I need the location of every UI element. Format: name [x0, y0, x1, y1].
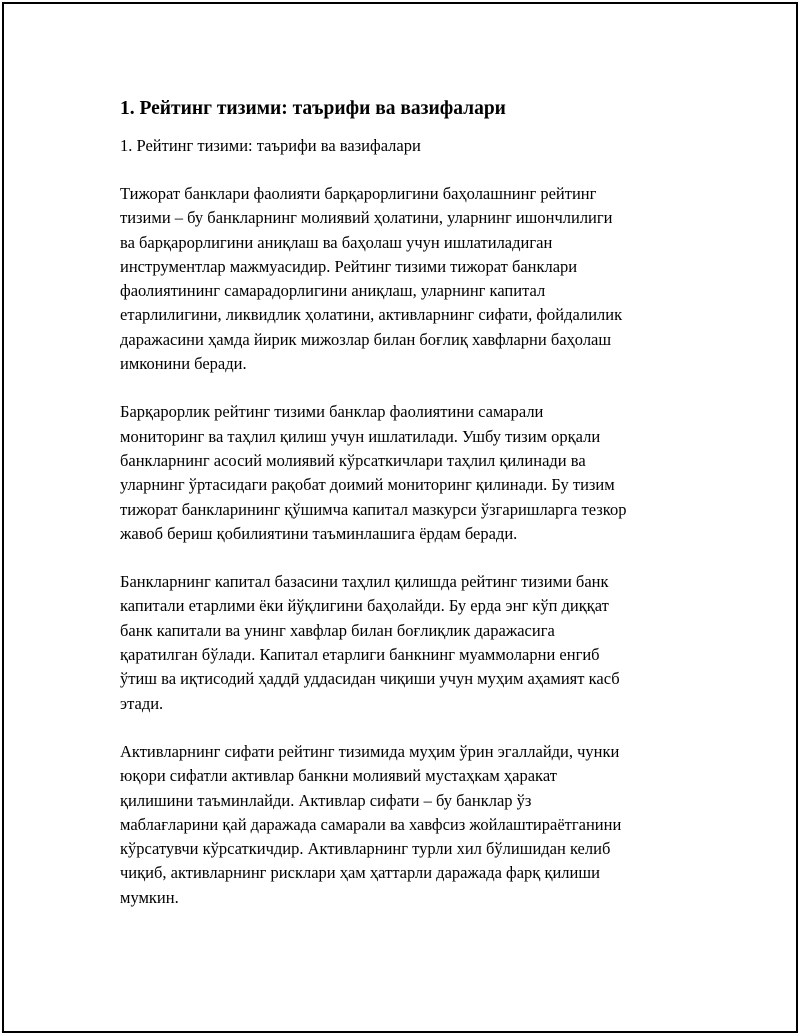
paragraph-line: мониторинг ва таҳлил қилиш учун ишлатилади. Ушбу тизим орқали [120, 426, 601, 446]
paragraph-2 [120, 400, 692, 546]
paragraph-line: юқори сифатли активлар банкни молиявий мустаҳкам ҳаракат [120, 766, 557, 786]
paragraph-line: кўрсатувчи кўрсаткичдир. Активларнинг турли хил бўлишидан келиб [120, 839, 611, 859]
paragraph-line: капитали етарлими ёки йўқлигини баҳолайди. Бу ерда энг кўп диққат [120, 596, 609, 616]
paragraph-line: Банкларнинг капитал базасини таҳлил қилишда рейтинг тизими банк [120, 572, 609, 592]
paragraph-line: уларнинг ўртасидаги рақобат доимий мониторинг қилинади. Бу тизим [120, 475, 615, 495]
paragraph-line: Активларнинг сифати рейтинг тизимида муҳим ўрин эгаллайди, чунки [120, 741, 620, 761]
paragraph-line: Тижорат банклари фаолияти барқарорлигини баҳолашнинг рейтинг [120, 184, 597, 203]
paragraph-line: ўтиш ва иқтисодий ҳаддӣ уддасидан чиқиши учун муҳим аҳамият касб [120, 669, 620, 689]
paragraph-line: инструментлар мажмуасидир. Рейтинг тизими тижорат банклари [120, 256, 578, 276]
document-body [120, 96, 692, 934]
paragraph-3 [120, 570, 692, 716]
paragraph-line: Барқарорлик рейтинг тизими банклар фаолиятини самарали [120, 402, 544, 422]
paragraph-line: этади. [120, 693, 164, 713]
paragraph-line: фаолиятининг самарадорлигини аниқлаш, уларнинг капитал [120, 281, 546, 301]
paragraph-line: жавоб бериш қобилиятини таъминлашига ёрдам беради. [120, 523, 518, 543]
paragraph-4 [120, 740, 692, 910]
paragraph-line: имконини беради. [120, 354, 247, 374]
document-subheading: 1. Рейтинг тизими: таърифи ва вазифалари [120, 136, 421, 155]
paragraph-line: қилишини таъминлайди. Активлар сифати – бу банклар ўз [120, 790, 532, 810]
paragraph-line: банк капитали ва унинг хавфлар билан боғлиқлик даражасига [120, 620, 555, 640]
paragraph-line: маблағларини қай даражада самарали ва хавфсиз жойлаштираётганини [120, 814, 622, 834]
paragraph-line: етарлилигини, ликвидлик ҳолатини, активларнинг сифати, фойдалилик [120, 305, 623, 325]
paragraph-line: қаратилган бўлади. Капитал етарлиги банкнинг муаммоларни енгиб [120, 645, 600, 665]
paragraph-line: мумкин. [120, 887, 179, 907]
page-frame [2, 2, 798, 1033]
paragraph-line: даражасини ҳамда йирик мижозлар билан боғлиқ хавфларни баҳолаш [120, 329, 612, 349]
paragraph-line: тизими – бу банкларнинг молиявий ҳолатини, уларнинг ишончлилиги [120, 208, 613, 228]
paragraph-line: ва барқарорлигини аниқлаш ва баҳолаш учун ишлатиладиган [120, 232, 553, 252]
document-heading: 1. Рейтинг тизими: таърифи ва вазифалари [120, 98, 506, 119]
paragraph-line: чиқиб, активларнинг рисклари ҳам ҳаттарли даражада фарқ қилиши [120, 863, 600, 883]
paragraph-line: банкларнинг асосий молиявий кўрсаткичлари таҳлил қилинади ва [120, 450, 586, 470]
paragraph-1 [120, 182, 692, 376]
paragraph-line: тижорат банкларининг қўшимча капитал мазкурси ўзгаришларга тезкор [120, 499, 627, 519]
